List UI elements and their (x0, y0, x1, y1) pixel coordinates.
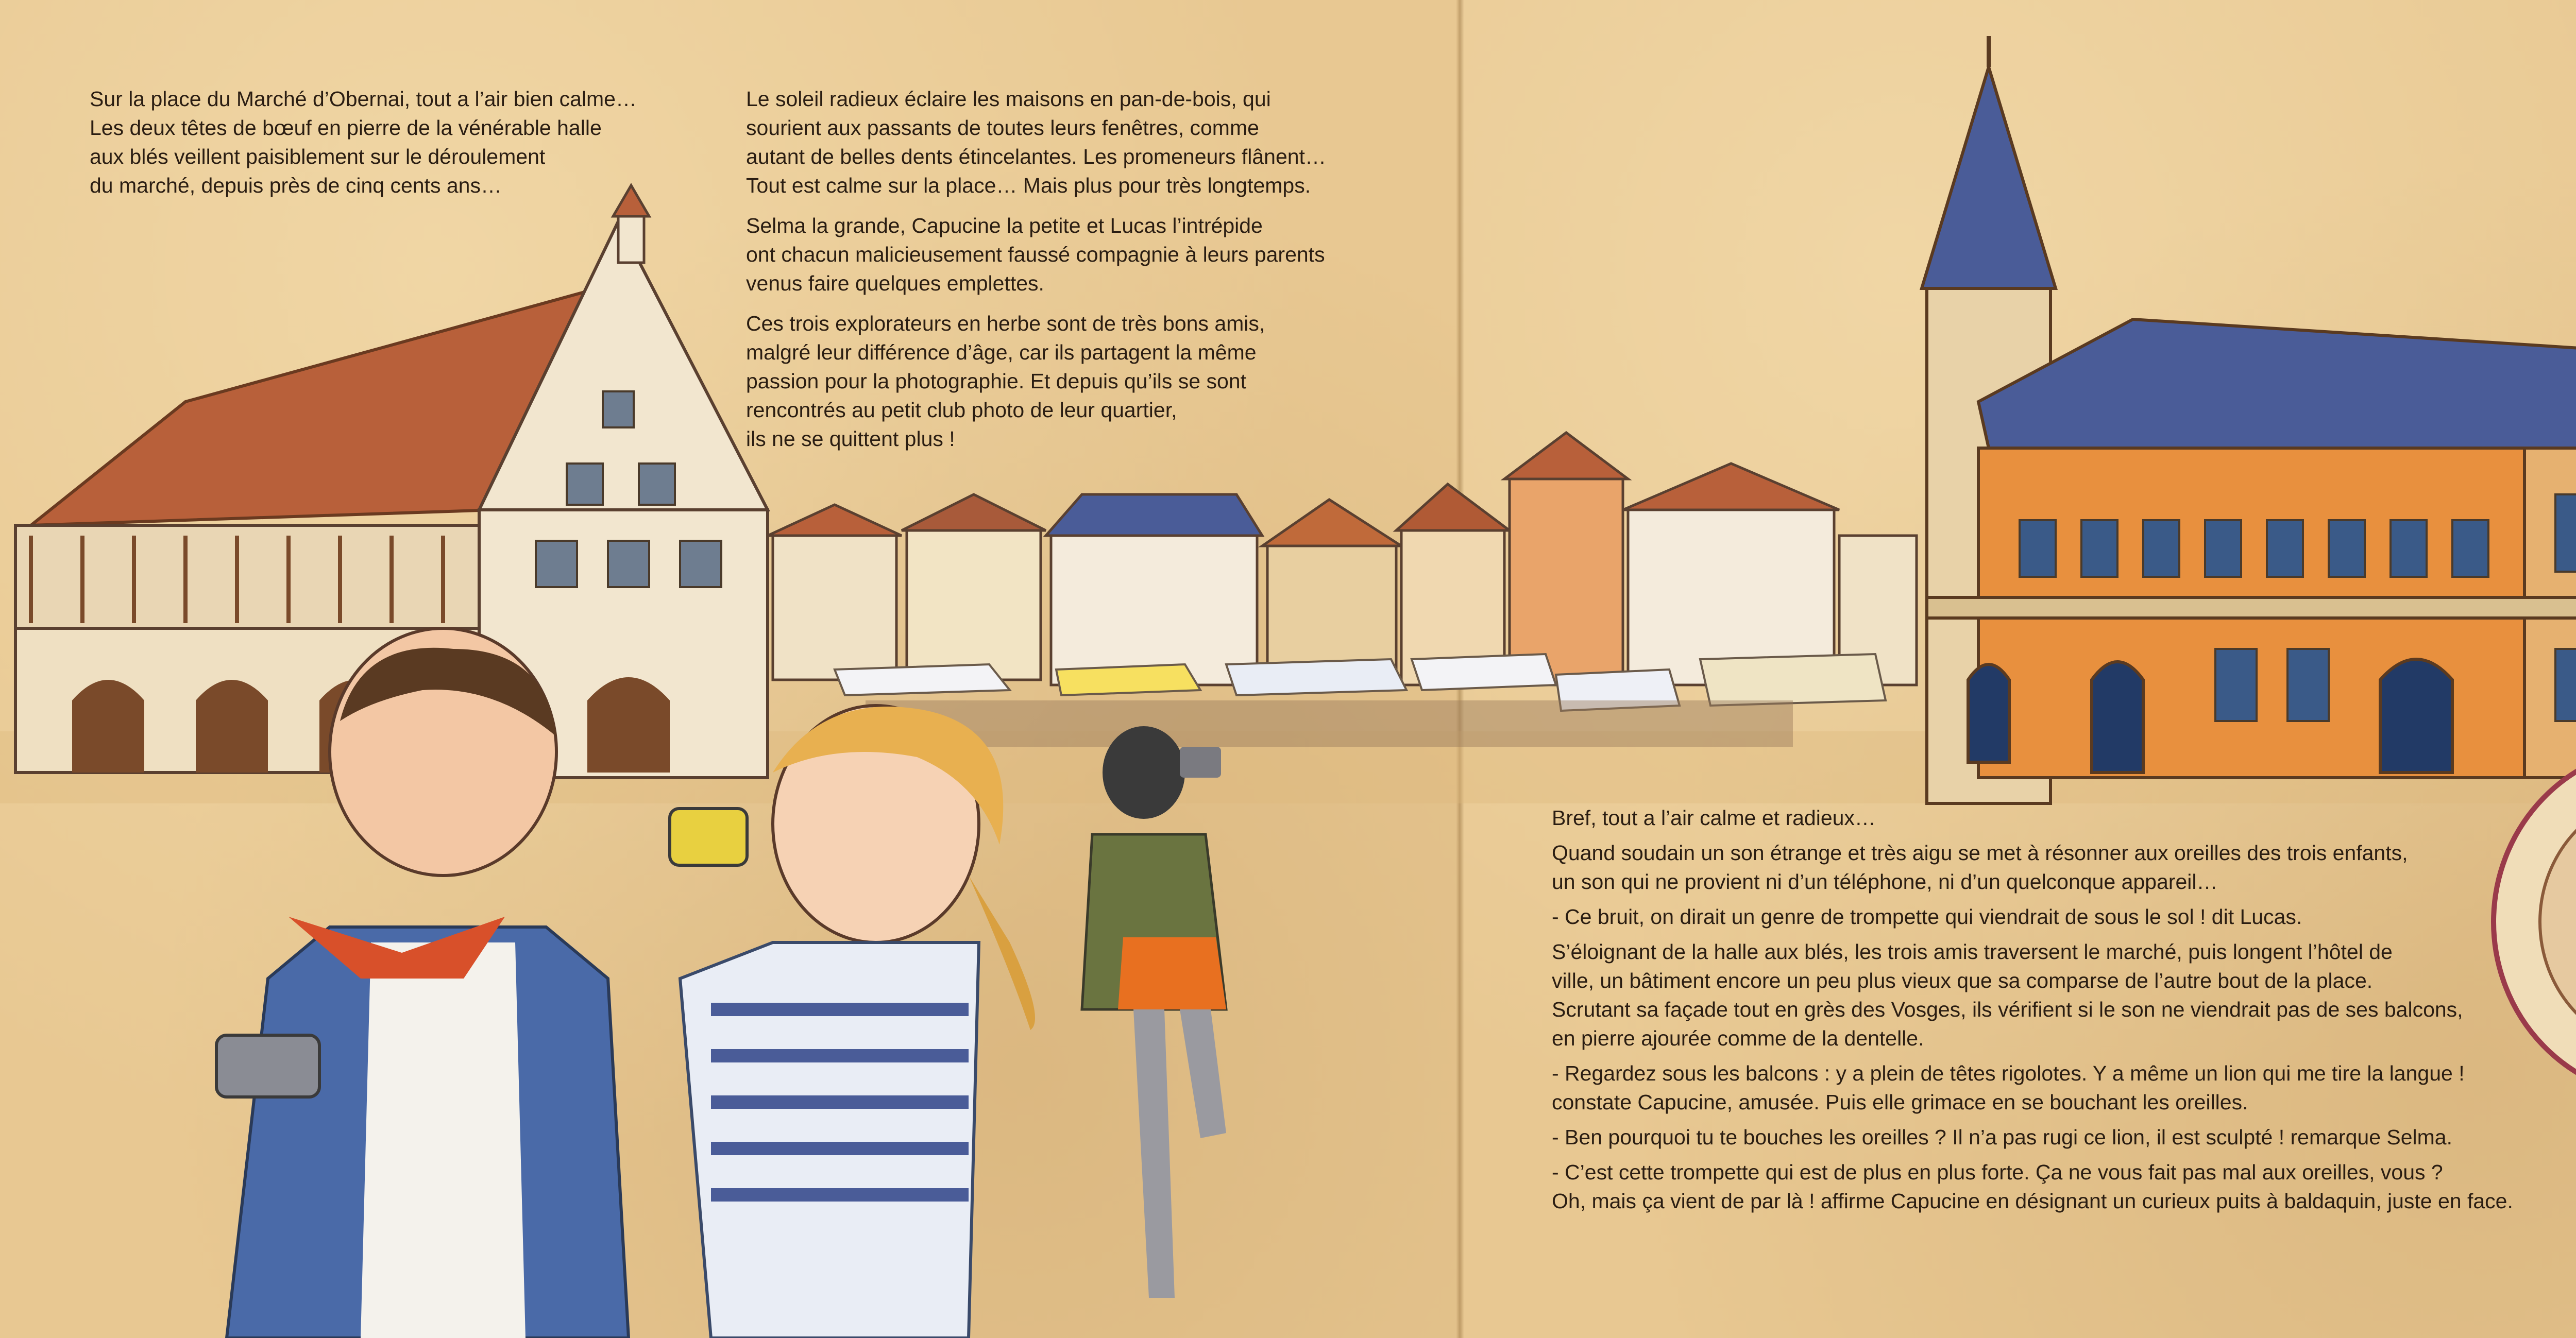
lucas-camera-icon (216, 1035, 319, 1097)
capucine-camera-icon (670, 809, 747, 865)
paragraph-children: Selma la grande, Capucine la petite et Lucas l’intrépide ont chacun malicieusement faussé compagnie à leurs parents venus faire quelques emplettes. (746, 214, 1325, 295)
dialogue-selma: - Ben pourquoi tu te bouches les oreilles ? Il n’a pas rugi ce lion, il est sculpté ! remarque Selma. (1552, 1125, 2452, 1149)
dialogue-lucas: - Ce bruit, on dirait un genre de trompette qui viendrait de sous le sol ! dit Lucas. (1552, 905, 2302, 929)
paragraph-sound: Quand soudain un son étrange et très aigu se met à résonner aux oreilles des trois enfants, un son qui ne provient ni d’un téléphone, ni d’un quelconque appareil… (1552, 841, 2408, 894)
left-column-text (746, 84, 1426, 465)
paragraph-town-hall: S’éloignant de la halle aux blés, les trois amis traversent le marché, puis longent l’hôtel de ville, un bâtiment encore un peu plus vieux que sa comparse de l’autre bout de la place. Scrutant sa façade tout en grès des Vosges, ils vérifient si le son ne viendrait pas de ses balcons, en pierre ajourée comme de la dentelle. (1552, 940, 2463, 1050)
selma-camera-icon (1180, 747, 1221, 778)
dialogue-capucine-well: - C’est cette trompette qui est de plus en plus forte. Ça ne vous fait pas mal aux oreilles, vous ? Oh, mais ça vient de par là ! affirme Capucine en désignant un curieux puits à baldaquin, juste en face. (1552, 1160, 2513, 1213)
paragraph-friends: Ces trois explorateurs en herbe sont de très bons amis, malgré leur différence d’âge, car ils partagent la même passion pour la photographie. Et depuis qu’ils se sont rencontrés au petit club photo de leur quartier, ils ne se quittent plus ! (746, 312, 1265, 451)
paragraph-calm: Bref, tout a l’air calme et radieux… (1552, 806, 1876, 830)
left-intro-text (90, 84, 718, 211)
paragraph-sun: Le soleil radieux éclaire les maisons en pan-de-bois, qui sourient aux passants de toutes leurs fenêtres, comme autant de belles dents étincelantes. Les promeneurs flânent… Tout est calme sur la place… Mais plus pour très longtemps. (746, 87, 1326, 197)
crowd (866, 700, 1793, 747)
half-timbered-houses (768, 433, 1917, 685)
dialogue-capucine-lion: - Regardez sous les balcons : y a plein de têtes rigolotes. Y a même un lion qui me tire la langue ! constate Capucine, amusée. Puis elle grimace en se bouchant les oreilles. (1552, 1061, 2465, 1114)
town-hall-building (1922, 36, 2576, 803)
intro-paragraph: Sur la place du Marché d’Obernai, tout a l’air bien calme… Les deux têtes de bœuf en pierre de la vénérable halle aux blés veillent paisiblement sur le déroulement du marché, depuis près de cinq cents ans… (90, 87, 637, 197)
selma-character (1082, 726, 1226, 1298)
right-page-text (1552, 803, 2576, 1222)
